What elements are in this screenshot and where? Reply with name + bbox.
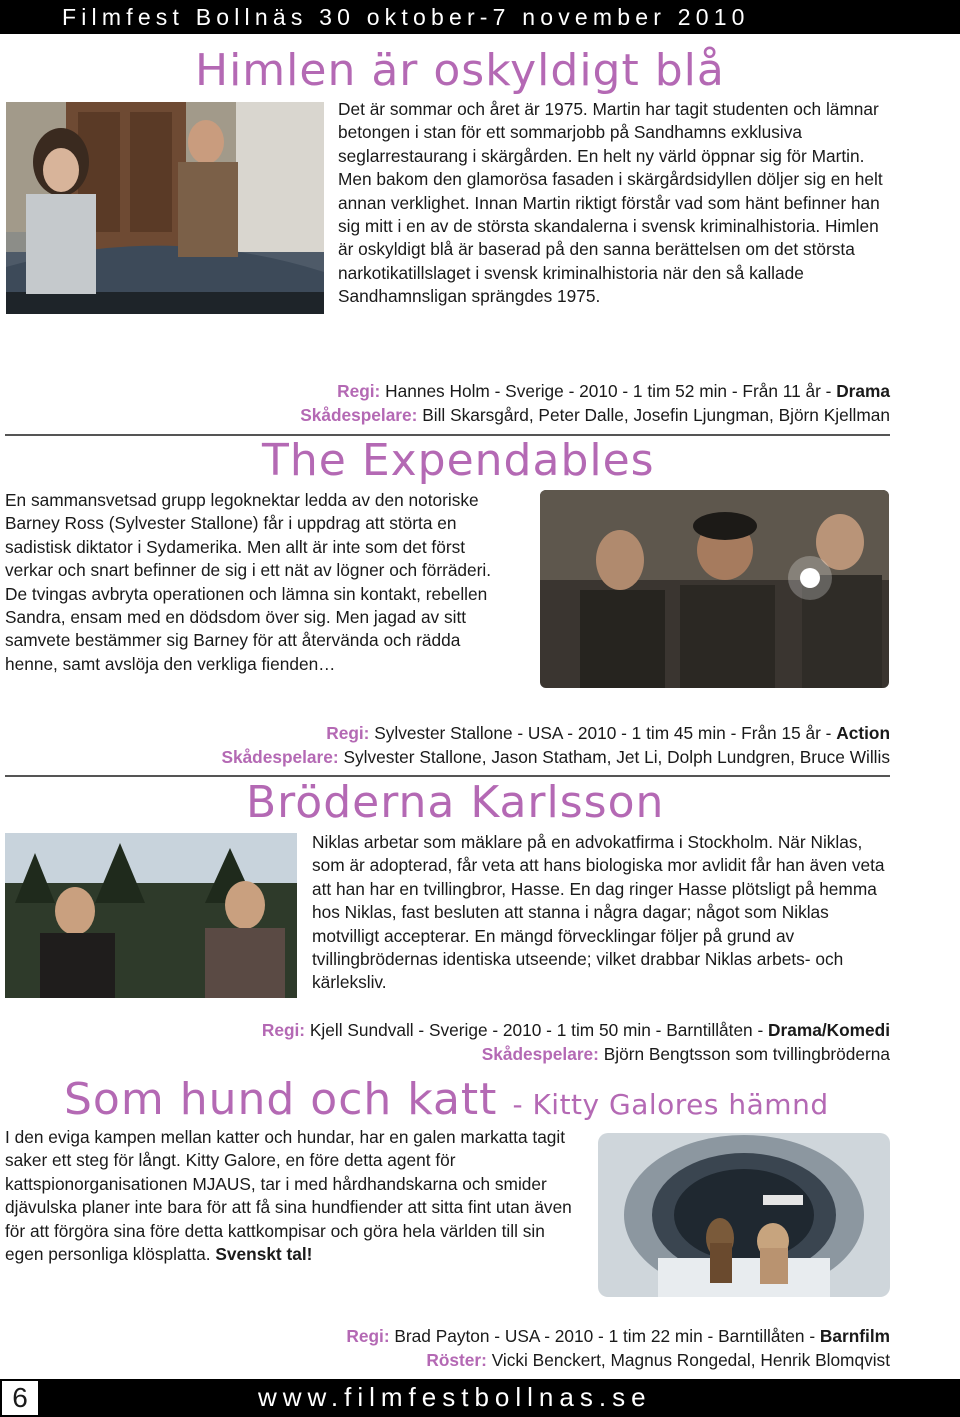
regi-line [346,1325,890,1349]
credits-broderna [262,1019,890,1066]
regi-info: Hannes Holm - Sverige - 2010 - 1 tim 52 min - Från 11 år - [385,381,837,401]
actors: Bill Skarsgård, Peter Dalle, Josefin Ljungman, Björn Kjellman [422,404,890,425]
regi-label: Regi: [326,723,370,743]
photo-himlen [6,102,324,314]
voices: Vicki Benckert, Magnus Rongedal, Henrik Blomqvist [491,1349,890,1370]
movie-title-som-hund [64,1075,829,1130]
description-som-hund [5,1126,587,1266]
festival-header: Filmfest Bollnäs 30 oktober-7 november 2010 [62,4,750,30]
regi-info: Kjell Sundvall - Sverige - 2010 - 1 tim 50 min - Barntillåten - [309,1020,769,1040]
movie-title-himlen: Himlen är oskyldigt blå [195,45,725,96]
credits-som-hund [346,1325,890,1372]
page-number: 6 [0,1379,40,1417]
description-text: I den eviga kampen mellan katter och hundar, har en galen markatta tagit saker ett steg för långt. Kitty Galore, en före detta agent för kattspionorganisationen MJAUS, tar i med hårdhandskarna och smider djävulska planer inte bara för att få sina hundfiender att sitta fint utan även för att förgöra sina före detta kattkompisar och göra hela världen till sin egen personliga klösplatta. [5,1127,572,1265]
actors-label: Skådespelare: [300,404,418,425]
genre: Drama [836,381,890,401]
movie-title-broderna: Bröderna Karlsson [246,777,665,828]
regi-info: Sylvester Stallone - USA - 2010 - 1 tim 45 min - Från 15 år - [374,723,837,743]
credits-expendables [221,722,890,769]
movie-subtitle: - Kitty Galores hämnd [512,1088,829,1121]
movie-title-main: Som hund och katt [64,1074,498,1125]
voices-line [346,1349,890,1373]
genre: Drama/Komedi [768,1020,890,1040]
actors: Björn Bengtsson som tvillingbröderna [603,1043,890,1064]
voices-label: Röster: [426,1349,487,1370]
regi-label: Regi: [346,1326,390,1346]
photo-broderna [5,833,297,998]
genre: Barnfilm [819,1326,890,1346]
actors-line [300,404,890,428]
actors-label: Skådespelare: [481,1043,599,1064]
header-bar [0,0,960,34]
description-expendables: En sammansvetsad grupp legoknektar ledda av den notoriske Barney Ross (Sylvester Stallone) får i uppdrag att störta en sadistisk diktator i Sydamerika. Men allt är inte som det först verkar och snart befinner de sig i ett nät av lögner och förräderi. De tvingas avbryta operationen och lämna sin kontakt, rebellen Sandra, ensam med en dödsdom över sig. Men jagad av sitt samvete bestämmer sig Barney för att återvända och rädda henne, samt avslöja den verkliga fienden… [5,490,492,674]
regi-label: Regi: [261,1020,306,1040]
actors: Sylvester Stallone, Jason Statham, Jet Li, Dolph Lundgren, Bruce Willis [343,746,890,767]
genre: Action [836,723,890,743]
movie-title-expendables: The Expendables [262,435,655,486]
photo-expendables [540,490,889,688]
credits-himlen [300,380,890,427]
actors-line [221,746,890,770]
description-broderna: Niklas arbetar som mäklare på en advokatfirma i Stockholm. När Niklas, som är adopterad, får veta att hans biologiska mor avlidit får han även veta att han har en tvillingbror, Hasse. En dag ringer Hasse plötsligt på hemma hos Niklas, fast besluten att stanna i några dagar; något som Niklas motvilligt accepterar. En mängd förvecklingar följer på grund av tvillingbrödernas identiska utseende; vilket drabbar Niklas arbets- och kärleksliv. [312,832,885,993]
description-himlen: Det är sommar och året är 1975. Martin har tagit studenten och lämnar betongen i stan för ett sommarjobb på Sandhamns exklusiva seglarrestaurang i skärgården. En helt ny värld öppnar sig för Martin. Men bakom den glamorösa fasaden i skärgårdsidyllen döljer sig en helt annan verklighet. Innan Martin riktigt förstår vad som hänt befinner han sig mitt i en av de största skandalerna i svensk kriminalhistoria. Himlen är oskyldigt blå är baserad på den sanna berättelsen om det största narkotikatillslaget i svensk kriminalhistoria när den så kallade Sandhamnsligan sprängdes 1975. [338,99,883,307]
actors-line [262,1043,890,1067]
footer-bar [40,1379,960,1417]
regi-line [221,722,890,746]
regi-label: Regi: [337,381,381,401]
website-url: www.filmfestbollnas.se [258,1382,652,1412]
photo-som-hund [598,1133,890,1297]
regi-line [300,380,890,404]
actors-label: Skådespelare: [221,746,339,767]
description-bold: Svenskt tal! [215,1244,313,1265]
regi-info: Brad Payton - USA - 2010 - 1 tim 22 min - Barntillåten - [394,1326,820,1346]
regi-line [262,1019,890,1043]
